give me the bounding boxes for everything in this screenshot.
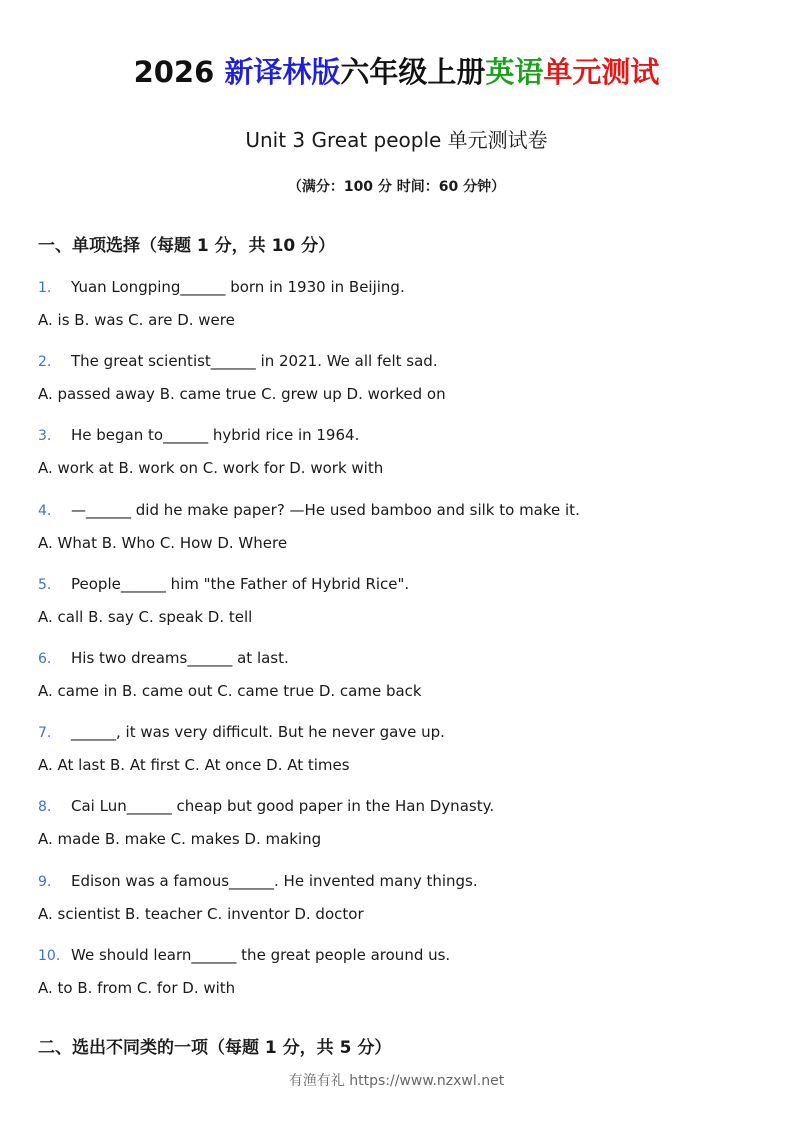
section-heading-1: 一、单项选择（每题 1 分，共 10 分） [38,236,336,256]
question-options: A. scientist B. teacher C. inventor D. doctor [38,905,364,923]
question-text: His two dreams______ at last. [71,649,289,667]
question-number: 8. [38,799,52,815]
question-number: 3. [38,428,52,444]
question-options: A. call B. say C. speak D. tell [38,608,253,626]
question-text: ______, it was very difficult. But he never gave up. [71,723,445,741]
exam-meta: （满分：100 分 时间：60 分钟） [287,179,506,195]
title-subject: 英语 [485,55,544,89]
question-text: Cai Lun______ cheap but good paper in the Han Dynasty. [71,797,495,815]
question-number: 10. [38,948,61,964]
question-options: A. At last B. At first C. At once D. At times [38,756,350,774]
question-item [38,499,580,521]
title-publisher: 新译林版 [224,55,341,89]
question-item [38,721,445,743]
question-text: Edison was a famous______. He invented many things. [71,872,478,890]
question-options: A. work at B. work on C. work for D. work with [38,459,384,477]
document-subtitle: Unit 3 Great people 单元测试卷 [245,128,548,152]
question-number: 5. [38,577,52,593]
title-test-type: 单元测试 [543,55,660,89]
question-number: 7. [38,725,52,741]
question-text: The great scientist______ in 2021. We all felt sad. [71,352,438,370]
question-number: 9. [38,874,52,890]
question-text: He began to______ hybrid rice in 1964. [71,426,360,444]
question-number: 4. [38,503,52,519]
title-grade: 六年级上册 [340,55,486,89]
document-title [0,50,793,91]
question-item [38,276,405,298]
question-options: A. made B. make C. makes D. making [38,830,322,848]
question-text: —______ did he make paper? —He used bamboo and silk to make it. [71,501,580,519]
question-options: A. to B. from C. for D. with [38,979,236,997]
question-text: We should learn______ the great people around us. [71,946,451,964]
question-item [38,870,478,892]
title-year: 2026 [133,55,225,89]
question-number: 2. [38,354,52,370]
page-footer: 有渔有礼 https://www.nzxwl.net [288,1073,505,1089]
question-item [38,795,494,817]
question-options: A. passed away B. came true C. grew up D. worked on [38,385,446,403]
question-item [38,424,359,446]
question-text: People______ him "the Father of Hybrid Rice". [71,575,410,593]
question-item [38,944,450,966]
question-options: A. came in B. came out C. came true D. came back [38,682,422,700]
question-item [38,573,409,595]
question-item [38,350,438,372]
question-number: 1. [38,280,52,296]
question-text: Yuan Longping______ born in 1930 in Beijing. [71,278,405,296]
question-options: A. is B. was C. are D. were [38,311,235,329]
question-number: 6. [38,651,52,667]
section-heading-2: 二、选出不同类的一项（每题 1 分，共 5 分） [38,1038,392,1058]
question-item [38,647,289,669]
question-options: A. What B. Who C. How D. Where [38,534,288,552]
